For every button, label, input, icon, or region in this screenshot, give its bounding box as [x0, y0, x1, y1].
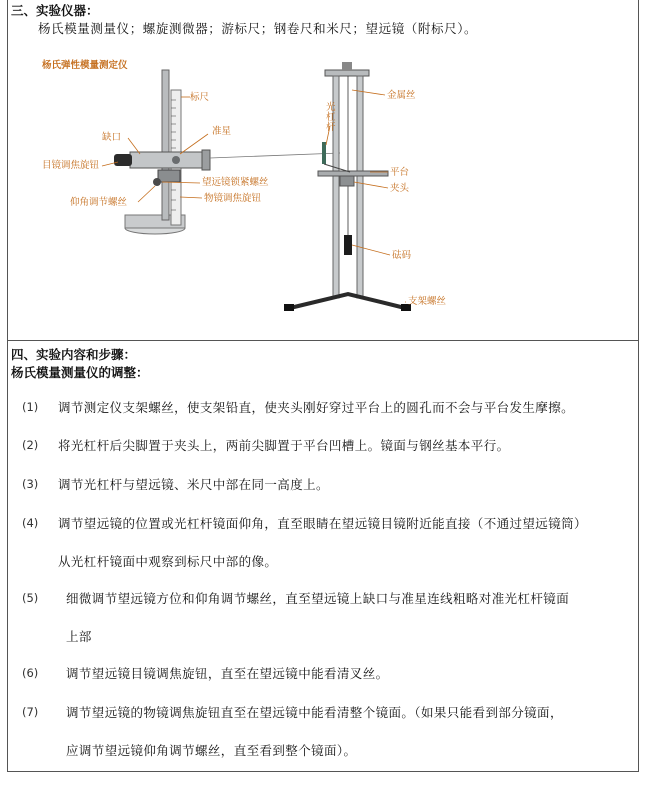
optical-lever-mirror [322, 142, 326, 164]
instrument-list: 杨氏模量测量仪；螺旋测微器；游标尺；钢卷尺和米尺；望远镜（附标尺）。 [38, 21, 478, 36]
apparatus-figure [30, 50, 470, 330]
step-5-text-line2: 上部 [66, 629, 92, 644]
step-6-number: (6) [22, 666, 39, 680]
step-4-text-line1: 调节望远镜的位置或光杠杆镜面仰角，直至眼睛在望远镜目镜附近能直接（不通过望远镜筒） [58, 516, 587, 531]
step-7-text-line2: 应调节望远镜仰角调节螺丝，直至看到整个镜面）。 [66, 743, 357, 758]
label-platform: 平台 [390, 167, 410, 178]
section4-heading: 四、实验内容和步骤： [11, 347, 137, 362]
svg-text:杆: 杆 [326, 122, 336, 133]
label-lever [326, 101, 336, 133]
label-objective-knob: 物镜调焦旋钮 [204, 193, 262, 204]
section4-subheading: 杨氏模量测量仪的调整： [11, 365, 149, 380]
step-1-number: (1) [22, 400, 39, 414]
step-5-number: (5) [22, 591, 39, 605]
label-weight: 砝码 [392, 250, 412, 261]
label-metal-wire: 金属丝 [387, 90, 416, 101]
step-4-number: (4) [22, 516, 39, 530]
step-2-number: (2) [22, 438, 39, 452]
weight [344, 235, 352, 255]
step-5-text-line1: 细微调节望远镜方位和仰角调节螺丝，直至望远镜上缺口与准星连线粗略对准光杠杆镜面 [66, 591, 570, 606]
svg-text:杠: 杠 [326, 112, 336, 123]
step-7-number: (7) [22, 705, 39, 719]
section3-heading: 三、实验仪器： [11, 3, 99, 18]
label-elevation-screw: 仰角调节螺丝 [70, 197, 128, 208]
figure-title: 杨氏弹性模量测定仪 [42, 60, 128, 71]
step-4-text-line2: 从光杠杆镜面中观察到标尺中部的像。 [58, 554, 278, 569]
clamp [340, 176, 354, 186]
label-notch: 缺口 [102, 132, 122, 143]
step-3-text: 调节光杠杆与望远镜、米尺中部在同一高度上。 [58, 477, 329, 492]
section-divider [7, 340, 639, 341]
step-7-text-line1: 调节望远镜的物镜调焦旋钮直至在望远镜中能看清整个镜面。（如果只能看到部分镜面， [66, 705, 563, 720]
label-scale: 标尺 [190, 92, 210, 103]
step-6-text: 调节望远镜目镜调焦旋钮，直至在望远镜中能看清叉丝。 [66, 666, 389, 681]
step-3-number: (3) [22, 477, 39, 491]
label-telescope-lock: 望远镜锁紧螺丝 [202, 177, 269, 188]
label-stand-screw: 支架螺丝 [408, 296, 447, 307]
step-1-text: 调节测定仪支架螺丝，使支架铅直，使夹头刚好穿过平台上的圆孔而不会与平台发生摩擦。 [58, 400, 575, 415]
label-clamp: 夹头 [390, 183, 410, 194]
step-2-text: 将光杠杆后尖脚置于夹头上，两前尖脚置于平台凹槽上。镜面与钢丝基本平行。 [58, 438, 510, 453]
label-front-sight: 准星 [212, 126, 232, 137]
svg-text:光: 光 [326, 102, 336, 113]
label-eyepiece-knob: 目镜调焦旋钮 [42, 160, 100, 171]
